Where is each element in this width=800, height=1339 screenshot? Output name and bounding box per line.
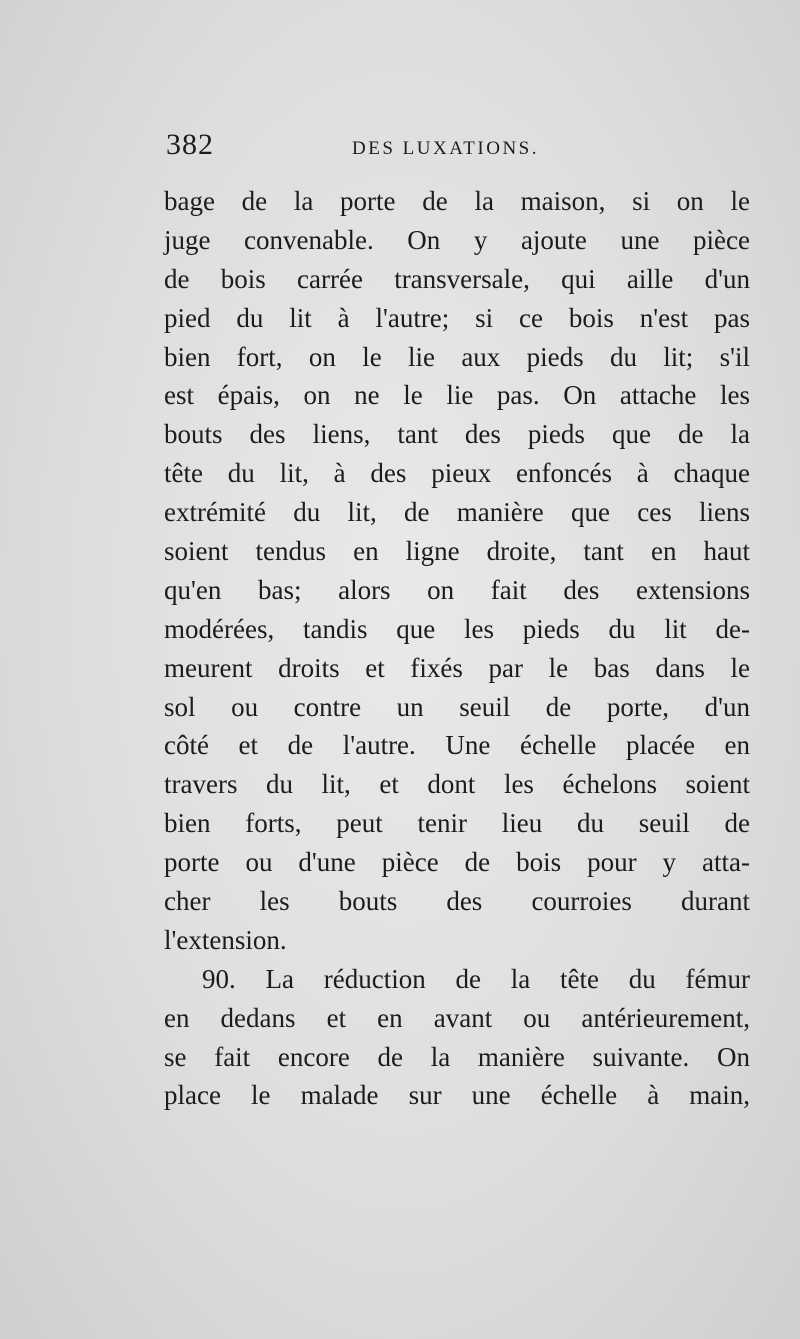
body-text [164,182,750,1115]
text-line: en dedans et en avant ou antérieurement, [164,1002,750,1033]
text-line: se fait encore de la manière suivante. On [164,1041,750,1072]
paragraph-last-line: l'extension. [164,924,287,955]
text-line: tête du lit, à des pieux enfoncés à chaque [164,458,750,489]
text-line: qu'en bas; alors on fait des extensions [164,574,750,605]
text-line: extrémité du lit, de manière que ces liens [164,497,750,528]
paragraph-start-line: 90. La réduction de la tête du fémur [202,963,750,994]
text-line: bage de la porte de la maison, si on le [164,186,750,216]
text-line: côté et de l'autre. Une échelle placée en [164,730,750,761]
text-line: meurent droits et fixés par le bas dans le [164,652,750,683]
page-header [166,128,746,168]
text-line: juge convenable. On y ajoute une pièce [164,224,750,255]
text-line: bouts des liens, tant des pieds que de la [164,419,750,450]
text-line: bien fort, on le lie aux pieds du lit; s'il [164,341,750,372]
text-line: bien forts, peut tenir lieu du seuil de [164,808,750,839]
text-line: pied du lit à l'autre; si ce bois n'est pas [164,302,750,333]
page-number: 382 [166,128,214,161]
text-line: cher les bouts des courroies durant [164,886,750,917]
running-title: DES LUXATIONS. [352,138,539,159]
text-line: place le malade sur une échelle à main, [164,1080,750,1111]
text-line: sol ou contre un seuil de porte, d'un [164,691,750,722]
text-line: de bois carrée transversale, qui aille d'un [164,263,750,294]
text-line: est épais, on ne le lie pas. On attache les [164,380,750,411]
text-line: soient tendus en ligne droite, tant en haut [164,536,750,567]
text-line: porte ou d'une pièce de bois pour y atta- [164,847,750,878]
text-line: modérées, tandis que les pieds du lit de- [164,613,750,644]
text-line: travers du lit, et dont les échelons soient [164,769,750,800]
